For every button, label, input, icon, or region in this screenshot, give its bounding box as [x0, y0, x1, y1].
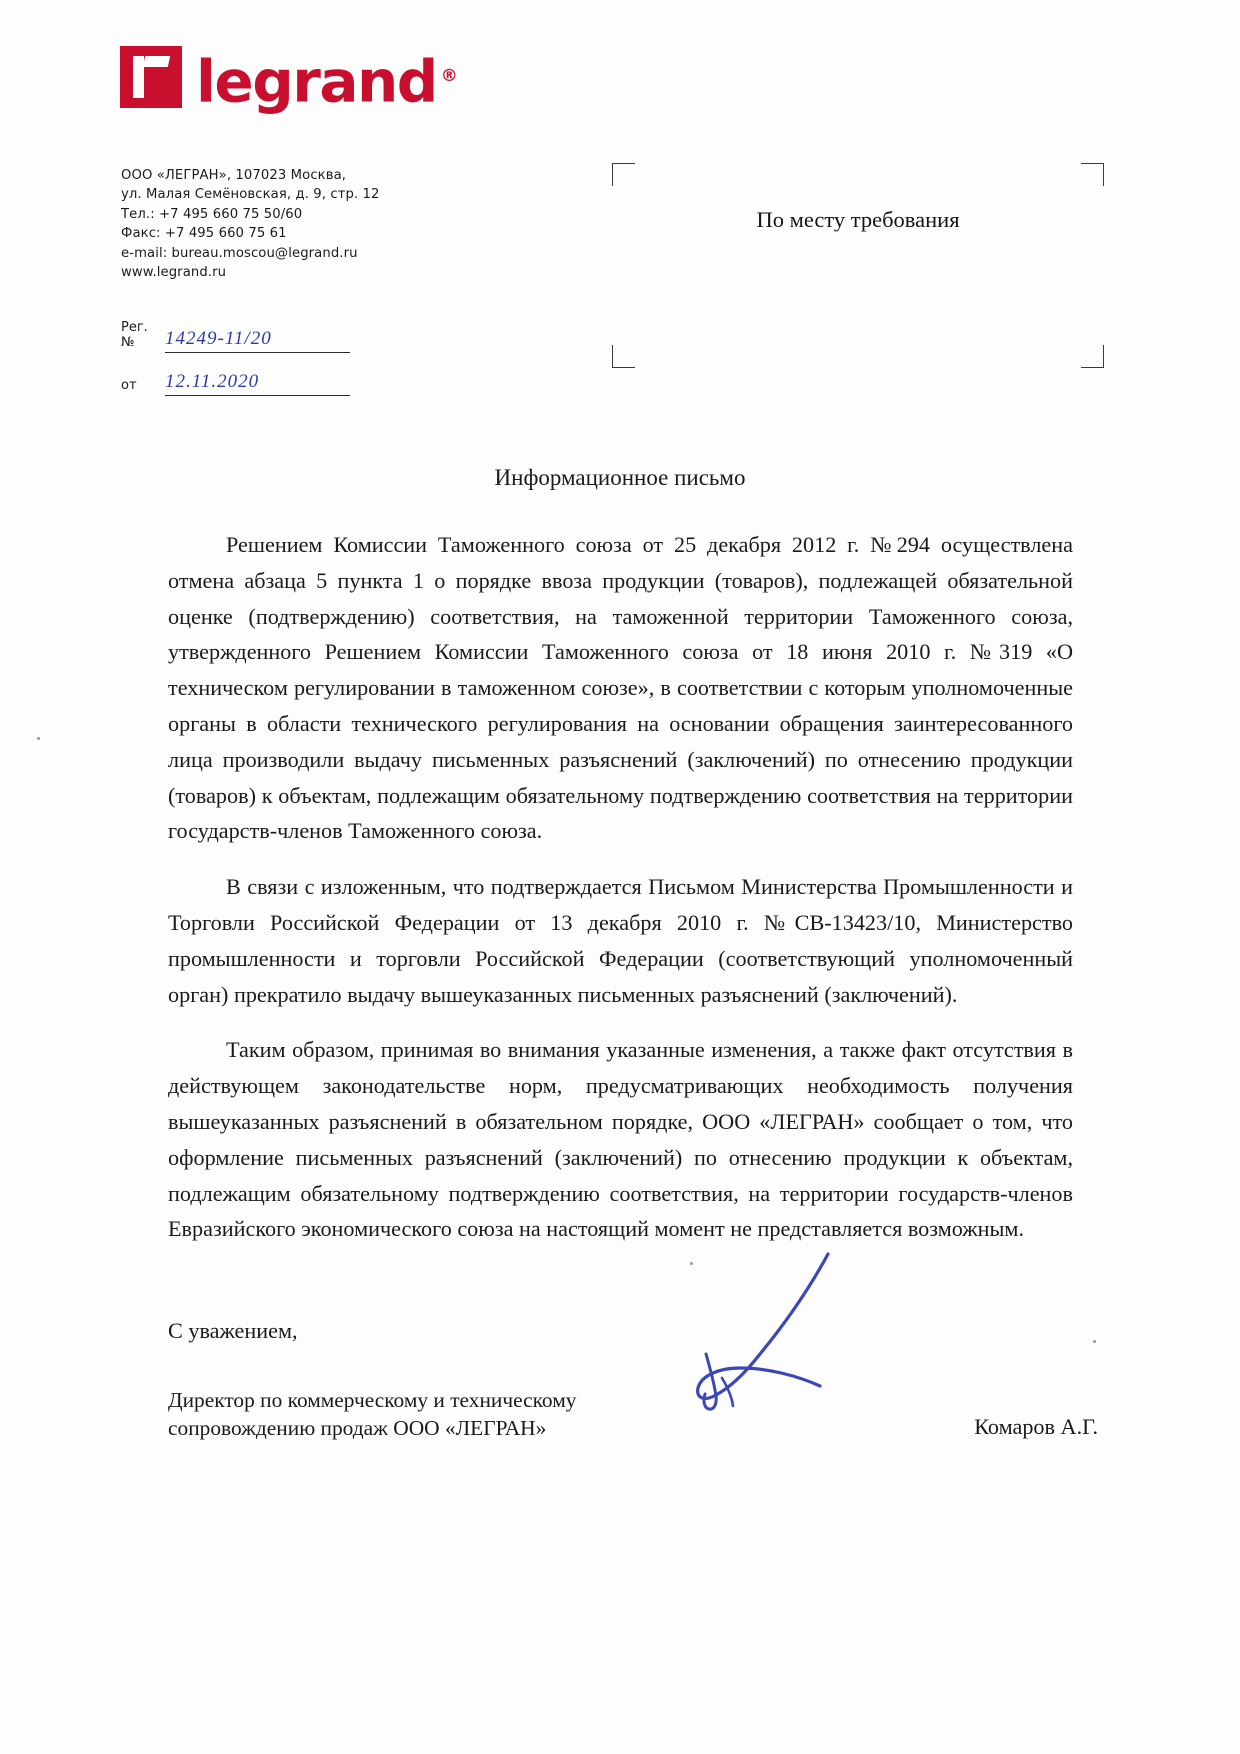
body-paragraph-2: В связи с изложенным, что подтверждается Письмом Министерства Промышленности и Торговли Российской Федерации от 13 декабря 2010 г. №СВ-13423/10, Министерство промышленности и торговли Российской Федерации (соответствующий уполномоченный орган) прекратило выдачу вышеуказанных письменных разъяснений (заключений).	[168, 874, 1073, 1007]
body-paragraph-1: Решением Комиссии Таможенного союза от 25 декабря 2012 г. №294 осуществлена отмена абзаца 5 пункта 1 о порядке ввоза продукции (товаров), подлежащей обязательной оценке (подтверждению) соответствия, на таможенной территории Таможенного союза, утвержденного Решением Комиссии Таможенного союза от 18 июня 2010 г. №319 «О техническом регулировании в таможенном союзе», в соответствии с которым уполномоченные органы в области технического регулирования на основании обращения заинтересованного лица производили выдачу письменных разъяснений (заключений) по отнесению продукции (товаров) к объектам, подлежащим обязательному подтверждению соответствия на территории государств-членов Таможенного союза.	[168, 532, 1073, 844]
sender-line-2: ул. Малая Семёновская, д. 9, стр. 12	[121, 187, 380, 203]
registration-date-value: 12.11.2020	[165, 371, 350, 396]
scan-artifact-dot	[1093, 1340, 1096, 1343]
frame-corner-top-left-icon	[612, 163, 635, 186]
document-body	[168, 527, 1073, 1247]
frame-corner-bottom-left-icon	[612, 345, 635, 368]
signatory-name: Комаров А.Г.	[974, 1414, 1098, 1439]
addressee-block	[612, 163, 1104, 368]
signatory-position-line-1: Директор по коммерческому и техническому	[168, 1388, 577, 1412]
registration-block	[121, 320, 350, 414]
legrand-logo	[120, 46, 457, 116]
registration-number-label: Рег. №	[121, 320, 148, 350]
sender-line-4: Факс: +7 495 660 75 61	[121, 226, 287, 242]
scan-artifact-dot	[690, 1262, 693, 1265]
sender-line-1: ООО «ЛЕГРАН», 107023 Москва,	[121, 168, 347, 183]
signatory-position	[168, 1386, 688, 1442]
registration-date-label: от	[121, 378, 137, 393]
sender-website: www.legrand.ru	[121, 265, 227, 281]
scan-artifact-dot	[37, 737, 40, 740]
document-title: Информационное письмо	[494, 465, 746, 490]
sender-details	[121, 166, 380, 282]
registration-date-row	[121, 371, 350, 396]
signatory-position-line-2: сопровождению продаж ООО «ЛЕГРАН»	[168, 1416, 547, 1440]
registration-number-row	[121, 320, 350, 353]
registration-number-value: 14249-11/20	[165, 328, 350, 353]
addressee-text: По месту требования	[756, 207, 960, 232]
signature-greeting: С уважением,	[168, 1318, 298, 1343]
body-paragraph-3: Таким образом, принимая во внимания указанные изменения, а также факт отсутствия в действующем законодательстве норм, предусматривающих необходимость получения вышеуказанных разъяснений в обязательном порядке, ООО «ЛЕГРАН» сообщает о том, что оформление письменных разъяснений (заключений) по отнесению продукции к объектам, подлежащим обязательному подтверждению соответствия, на территории государств-членов Евразийского экономического союза на настоящий момент не представляется возможным.	[168, 1037, 1073, 1242]
signature-row	[168, 1386, 1098, 1442]
legrand-logo-mark-icon	[120, 46, 182, 108]
legrand-logo-text: legrand	[196, 47, 437, 116]
frame-corner-bottom-right-icon	[1081, 345, 1104, 368]
signature-block	[168, 1318, 1098, 1442]
frame-corner-top-right-icon	[1081, 163, 1104, 186]
registered-trademark-icon: ®	[440, 66, 457, 86]
sender-email: e-mail: bureau.moscou@legrand.ru	[121, 245, 358, 261]
sender-line-3: Тел.: +7 495 660 75 50/60	[121, 206, 303, 222]
legrand-logo-wordmark	[196, 46, 457, 116]
